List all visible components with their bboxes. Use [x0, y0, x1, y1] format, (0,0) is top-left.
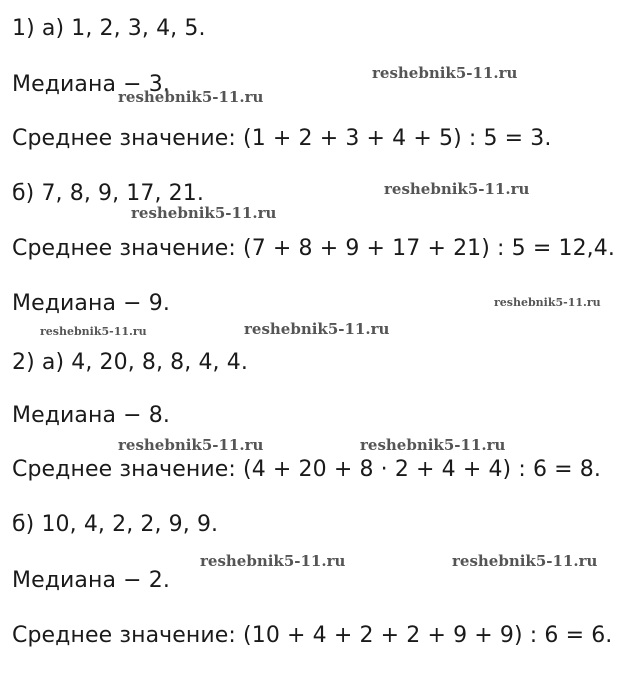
task-1a-median: Медиана − 3.: [12, 72, 170, 97]
task-2a-median: Медиана − 8.: [12, 403, 170, 428]
task-2b-mean: Среднее значение: (10 + 4 + 2 + 2 + 9 + 9) : 6 = 6.: [12, 623, 613, 648]
watermark: reshebnik5-11.ru: [452, 552, 598, 570]
task-2b-numbers: б) 10, 4, 2, 2, 9, 9.: [12, 512, 219, 537]
watermark: reshebnik5-11.ru: [360, 436, 506, 454]
task-2a-numbers: 2) а) 4, 20, 8, 8, 4, 4.: [12, 350, 248, 375]
task-2b-median: Медиана − 2.: [12, 568, 170, 593]
watermark: reshebnik5-11.ru: [384, 180, 530, 198]
task-1b-mean: Среднее значение: (7 + 8 + 9 + 17 + 21) : 5 = 12,4.: [12, 236, 615, 261]
task-1a-mean: Среднее значение: (1 + 2 + 3 + 4 + 5) : 5 = 3.: [12, 126, 552, 151]
watermark: reshebnik5-11.ru: [200, 552, 346, 570]
watermark: reshebnik5-11.ru: [494, 296, 601, 309]
watermark: reshebnik5-11.ru: [118, 436, 264, 454]
task-2a-mean: Среднее значение: (4 + 20 + 8 · 2 + 4 + 4) : 6 = 8.: [12, 457, 601, 482]
watermark: reshebnik5-11.ru: [118, 88, 264, 106]
task-1b-median: Медиана − 9.: [12, 291, 170, 316]
watermark: reshebnik5-11.ru: [244, 320, 390, 338]
watermark: reshebnik5-11.ru: [131, 204, 277, 222]
watermark: reshebnik5-11.ru: [372, 64, 518, 82]
task-1a-numbers: 1) а) 1, 2, 3, 4, 5.: [12, 16, 206, 41]
task-1b-numbers: б) 7, 8, 9, 17, 21.: [12, 181, 204, 206]
watermark: reshebnik5-11.ru: [40, 325, 147, 338]
